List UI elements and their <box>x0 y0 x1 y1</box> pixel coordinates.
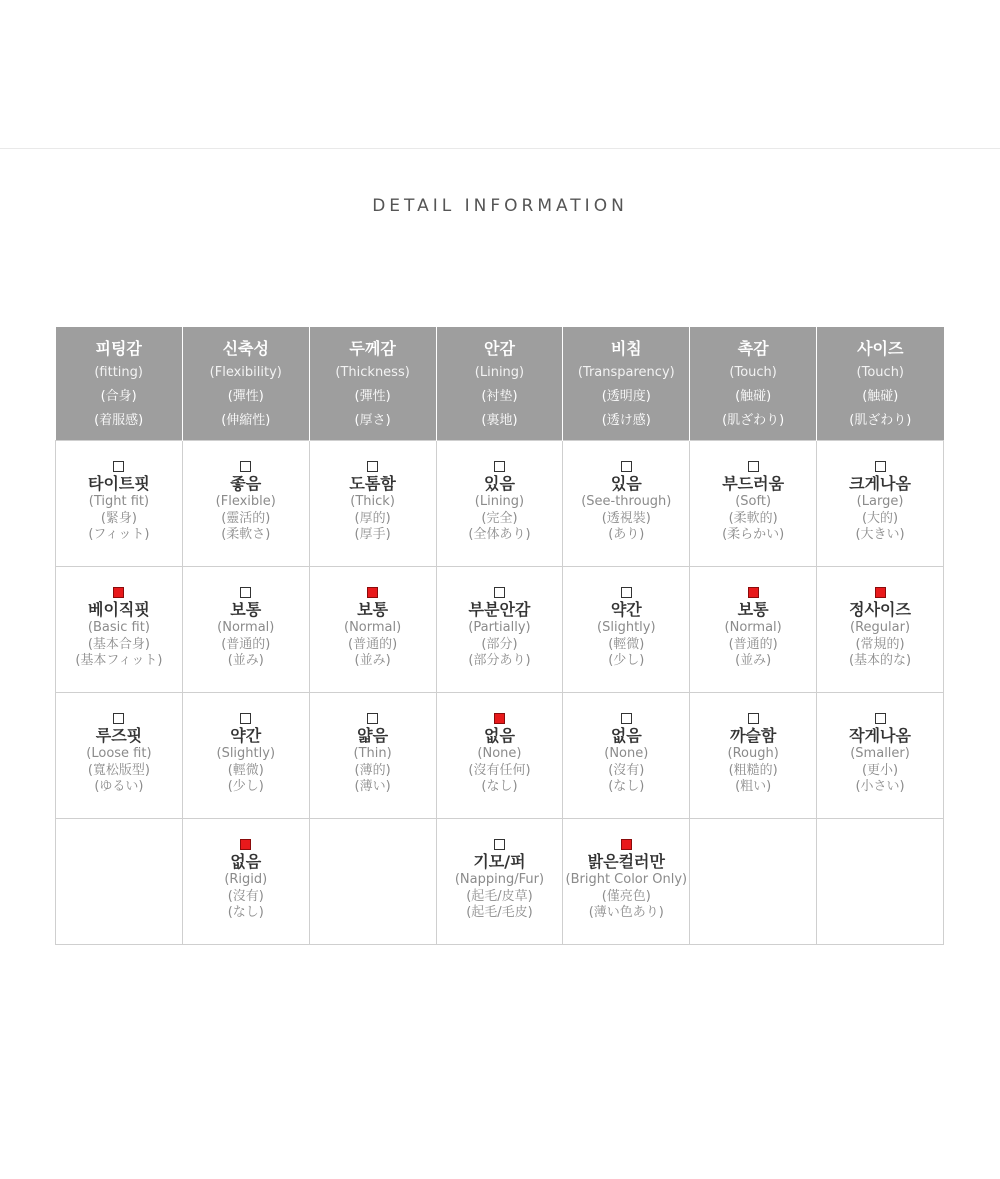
option-cell <box>182 441 309 567</box>
option-cell <box>563 819 690 945</box>
option-label-ko: 부분안감 <box>468 600 531 619</box>
table-body <box>56 441 944 945</box>
header-en: (Lining) <box>474 365 525 380</box>
option-label-zh: (緊身) <box>100 510 137 526</box>
option-label-en: (Tight fit) <box>88 494 150 509</box>
option-label-en: (Normal) <box>344 620 402 635</box>
header-cell <box>690 327 817 441</box>
header-ko: 두께감 <box>349 339 396 358</box>
option-cell <box>309 441 436 567</box>
option-cell <box>309 567 436 693</box>
checkbox-empty-icon <box>240 461 251 472</box>
option-label-zh: (部分) <box>481 636 518 652</box>
option-label-ja: (なし) <box>608 779 645 794</box>
header-ja: (厚さ) <box>354 413 391 428</box>
option-label-ko: 약간 <box>610 600 642 619</box>
option-label-ja: (全体あり) <box>468 527 531 542</box>
option-label-ko: 보통 <box>737 600 769 619</box>
header-ko: 피팅감 <box>95 339 142 358</box>
option-label-en: (Large) <box>856 494 904 509</box>
header-ko: 사이즈 <box>857 339 904 358</box>
detail-info-table <box>55 327 944 945</box>
header-zh: (彈性) <box>354 389 391 404</box>
header-zh: (彈性) <box>227 389 264 404</box>
option-label-ja: (あり) <box>608 527 645 542</box>
option-label-ko: 약간 <box>230 726 262 745</box>
option-label-ja: (薄い色あり) <box>588 905 664 920</box>
header-ja: (伸縮性) <box>221 413 271 428</box>
option-label-en: (Soft) <box>735 494 772 509</box>
option-cell <box>56 693 183 819</box>
option-label-ja: (大きい) <box>855 527 905 542</box>
empty-cell <box>56 819 183 945</box>
option-label-zh: (寬松版型) <box>87 762 150 778</box>
option-cell <box>563 567 690 693</box>
option-cell <box>436 819 563 945</box>
header-en: (Touch) <box>729 365 777 380</box>
option-label-ja: (並み) <box>735 653 772 668</box>
header-ko: 안감 <box>483 339 515 358</box>
checkbox-empty-icon <box>875 461 886 472</box>
option-cell <box>817 567 944 693</box>
checkbox-checked-icon <box>240 839 251 850</box>
option-label-ko: 도톰함 <box>349 474 396 493</box>
empty-cell <box>690 819 817 945</box>
header-zh: (透明度) <box>601 389 651 404</box>
option-cell <box>309 693 436 819</box>
option-label-en: (Normal) <box>724 620 782 635</box>
checkbox-empty-icon <box>367 713 378 724</box>
option-label-zh: (透視裝) <box>601 510 651 526</box>
option-cell <box>182 693 309 819</box>
header-cell <box>182 327 309 441</box>
header-row <box>56 327 944 441</box>
header-zh: (合身) <box>100 389 137 404</box>
option-label-zh: (僅亮色) <box>601 888 651 904</box>
option-label-zh: (厚的) <box>354 510 391 526</box>
header-cell <box>563 327 690 441</box>
option-label-ko: 얇음 <box>357 726 389 745</box>
option-cell <box>690 567 817 693</box>
option-label-ko: 베이직핏 <box>88 600 150 619</box>
option-label-zh: (輕微) <box>227 762 264 778</box>
header-en: (Touch) <box>856 365 905 380</box>
header-zh: (触碰) <box>862 389 899 404</box>
option-label-en: (Partially) <box>468 620 531 635</box>
option-label-en: (Thick) <box>350 494 395 509</box>
option-cell <box>817 441 944 567</box>
checkbox-checked-icon <box>367 587 378 598</box>
checkbox-checked-icon <box>113 587 124 598</box>
option-label-ko: 없음 <box>230 852 262 871</box>
option-label-en: (None) <box>477 746 522 761</box>
option-label-ja: (並み) <box>354 653 391 668</box>
option-label-zh: (常規的) <box>855 636 905 652</box>
option-label-en: (Thin) <box>353 746 392 761</box>
checkbox-empty-icon <box>621 713 632 724</box>
option-label-ja: (基本フィット) <box>75 653 163 668</box>
option-label-zh: (普通的) <box>221 636 271 652</box>
option-label-ja: (並み) <box>227 653 264 668</box>
option-label-en: (Napping/Fur) <box>454 872 545 887</box>
option-label-en: (Smaller) <box>850 746 910 761</box>
header-cell <box>56 327 183 441</box>
option-label-ko: 타이트핏 <box>88 474 150 493</box>
option-label-ko: 없음 <box>483 726 515 745</box>
top-divider <box>0 148 1000 149</box>
empty-cell <box>817 819 944 945</box>
option-label-en: (Slightly) <box>216 746 276 761</box>
option-label-ko: 까슬함 <box>729 726 777 745</box>
option-label-zh: (普通的) <box>348 636 398 652</box>
table-row <box>56 441 944 567</box>
table-row <box>56 693 944 819</box>
checkbox-empty-icon <box>113 713 124 724</box>
header-ja: (肌ざわり) <box>722 413 785 428</box>
option-label-en: (Normal) <box>217 620 275 635</box>
checkbox-empty-icon <box>621 461 632 472</box>
option-label-ja: (粗い) <box>735 779 772 794</box>
option-label-en: (Regular) <box>850 620 911 635</box>
option-label-zh: (普通的) <box>728 636 778 652</box>
option-label-en: (Lining) <box>474 494 525 509</box>
option-label-ja: (薄い) <box>354 779 391 794</box>
header-zh: (衬垫) <box>481 389 518 404</box>
option-cell <box>182 567 309 693</box>
checkbox-checked-icon <box>875 587 886 598</box>
checkbox-empty-icon <box>494 461 505 472</box>
checkbox-empty-icon <box>748 461 759 472</box>
option-label-zh: (沒有) <box>227 888 264 904</box>
option-label-zh: (起毛/皮草) <box>466 888 533 904</box>
option-label-zh: (靈活的) <box>221 510 271 526</box>
option-cell <box>690 441 817 567</box>
option-label-zh: (粗糙的) <box>728 762 778 778</box>
option-label-ko: 보통 <box>357 600 389 619</box>
option-label-ko: 좋음 <box>230 474 262 493</box>
option-label-en: (None) <box>604 746 649 761</box>
option-label-zh: (薄的) <box>354 762 391 778</box>
option-cell <box>56 567 183 693</box>
option-label-ko: 있음 <box>483 474 515 493</box>
option-cell <box>817 693 944 819</box>
option-label-zh: (完全) <box>481 510 518 526</box>
checkbox-checked-icon <box>748 587 759 598</box>
option-cell <box>436 567 563 693</box>
option-label-en: (Rigid) <box>224 872 268 887</box>
option-label-ja: (少し) <box>608 653 645 668</box>
header-cell <box>436 327 563 441</box>
option-label-ko: 없음 <box>610 726 642 745</box>
header-en: (Transparency) <box>577 365 675 380</box>
option-label-ja: (厚手) <box>354 527 391 542</box>
option-cell <box>563 441 690 567</box>
option-cell <box>436 693 563 819</box>
header-cell <box>309 327 436 441</box>
option-label-ko: 작게나옴 <box>849 726 911 745</box>
header-ja: (着服感) <box>94 413 144 428</box>
option-label-ko: 크게나옴 <box>849 474 911 493</box>
option-label-ko: 밝은컬러만 <box>587 852 665 871</box>
option-label-en: (Rough) <box>727 746 779 761</box>
option-label-zh: (柔軟的) <box>728 510 778 526</box>
option-label-ja: (起毛/毛皮) <box>466 905 533 920</box>
option-label-en: (Slightly) <box>597 620 656 635</box>
option-label-ja: (柔らかい) <box>722 527 785 542</box>
header-ja: (裏地) <box>481 413 518 428</box>
checkbox-checked-icon <box>621 839 632 850</box>
checkbox-empty-icon <box>240 587 251 598</box>
header-ko: 신축성 <box>222 339 269 358</box>
header-ko: 비침 <box>610 339 642 358</box>
option-label-ja: (基本的な) <box>848 653 912 668</box>
checkbox-empty-icon <box>875 713 886 724</box>
checkbox-empty-icon <box>113 461 124 472</box>
option-cell <box>182 819 309 945</box>
option-label-zh: (輕微) <box>608 636 645 652</box>
empty-cell <box>309 819 436 945</box>
option-cell <box>563 693 690 819</box>
option-label-en: (Basic fit) <box>87 620 150 635</box>
option-label-ko: 기모/퍼 <box>473 852 526 871</box>
header-ja: (肌ざわり) <box>849 413 912 428</box>
option-label-zh: (沒有) <box>608 762 645 778</box>
option-label-ja: (フィット) <box>88 527 150 542</box>
checkbox-empty-icon <box>494 839 505 850</box>
option-label-ja: (ゆるい) <box>94 779 144 794</box>
option-label-ko: 정사이즈 <box>849 600 911 619</box>
option-label-zh: (大的) <box>861 510 899 526</box>
option-label-ja: (小さい) <box>855 779 905 794</box>
header-ja: (透け感) <box>601 413 651 428</box>
header-en: (Flexibility) <box>209 365 282 380</box>
checkbox-empty-icon <box>748 713 759 724</box>
option-label-ko: 루즈핏 <box>95 726 143 745</box>
header-cell <box>817 327 944 441</box>
checkbox-empty-icon <box>240 713 251 724</box>
option-label-ja: (なし) <box>227 905 264 920</box>
table-row <box>56 819 944 945</box>
option-label-ko: 보통 <box>230 600 262 619</box>
table-row <box>56 567 944 693</box>
header-en: (fitting) <box>94 365 143 380</box>
option-label-zh: (基本合身) <box>87 636 150 652</box>
checkbox-empty-icon <box>621 587 632 598</box>
option-label-en: (Loose fit) <box>86 746 152 761</box>
header-en: (Thickness) <box>335 365 410 380</box>
option-label-ja: (部分あり) <box>468 653 531 668</box>
option-label-en: (Flexible) <box>215 494 276 509</box>
option-label-ja: (柔軟さ) <box>221 527 271 542</box>
checkbox-empty-icon <box>367 461 378 472</box>
option-cell <box>436 441 563 567</box>
header-ko: 촉감 <box>737 339 769 358</box>
option-cell <box>690 693 817 819</box>
option-label-en: (See-through) <box>581 494 672 509</box>
option-label-zh: (沒有任何) <box>468 762 531 778</box>
option-label-ja: (少し) <box>227 779 264 794</box>
option-label-ko: 있음 <box>610 474 642 493</box>
option-label-ko: 부드러움 <box>722 474 785 493</box>
checkbox-checked-icon <box>494 713 505 724</box>
option-label-ja: (なし) <box>481 779 518 794</box>
checkbox-empty-icon <box>494 587 505 598</box>
option-label-zh: (更小) <box>861 762 899 778</box>
header-zh: (触碰) <box>735 389 772 404</box>
option-label-en: (Bright Color Only) <box>565 872 688 887</box>
option-cell <box>56 441 183 567</box>
section-title: DETAIL INFORMATION <box>372 196 628 216</box>
